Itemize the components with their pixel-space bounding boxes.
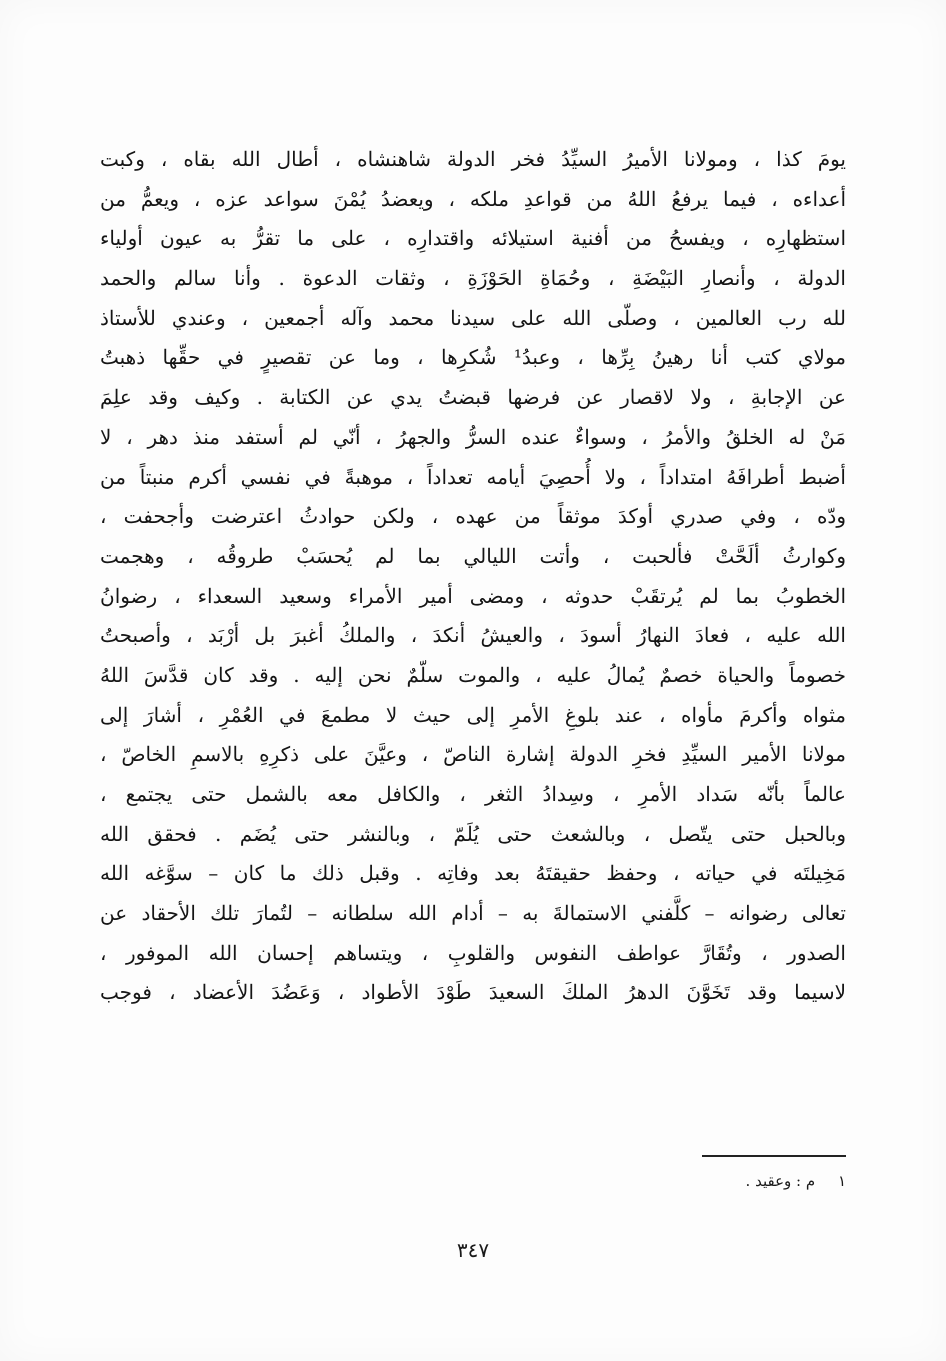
text-line: خصوماً والحياة خصمٌ يُمالُ عليه ، والموت سلّمٌ نحن إليه . وقد كان قدَّسَ اللهُ <box>100 662 846 687</box>
text-line: مولانا الأمير السيِّدِ فخرِ الدولة إشارة الناصّ ، وعيَّنَ على ذكرِهِ بالاسمِ الخاصّ ، <box>100 742 846 767</box>
footnote-separator <box>702 1155 846 1157</box>
text-line: الدولة ، وأنصارِ البَيْضَةِ ، وحُمَاةِ الحَوْزَةِ ، وثقات الدعوة . وأنا سالم والحمد <box>100 266 846 291</box>
text-line: الخطوبُ بما لم يُرتقَبْ حدوثه ، ومضى أمير الأمراء وسعيد السعداء ، رضوانُ <box>100 583 846 608</box>
text-line: أعداءه ، فيما يرفعُ اللهُ من قواعدِ ملكه ، ويعضدُ يُمْنَ سواعد عزه ، ويعمُّ من <box>100 186 846 211</box>
text-line: الله عليه ، فعادَ النهارُ أسودَ ، والعيشُ أنكدَ ، والملكُ أغبرَ بل أرْبَد ، وأصبحتُ <box>100 623 846 648</box>
text-line: استظهارِه ، ويفسحُ من أفنية استيلائه واقتدارِه ، على ما تقرُّ به عيون أولياء <box>100 226 846 251</box>
text-line: مَخِيلتَه في حياته ، وحفظ حقيقتَهُ بعد وفاتِه . وقبل ذلك ما كان – سوَّغه الله <box>100 861 846 886</box>
text-line: لله رب العالمين ، وصلّى الله على سيدنا محمد وآله أجمعين ، وعندي للأستاذ <box>100 305 846 330</box>
body-text <box>100 140 846 1013</box>
footnote <box>746 1172 846 1190</box>
text-line: يومَ كذا ، ومولانا الأميرُ السيِّدُ فخر الدولة شاهنشاه ، أطال الله بقاه ، وكبت <box>100 147 846 171</box>
text-line: الصدور ، وتُقَارَّ عواطف النفوس والقلوبِ ، ويتساهم إحسان الله الموفور ، <box>100 940 846 965</box>
footnote-number: ١ <box>837 1172 846 1190</box>
text-line: وكوارثُ ألَحَّتْ فألحبت ، وأتت الليالي بما لم يُحسَبْ طروقُه ، وهجمت <box>100 543 846 568</box>
text-line: مولاي كتب أنا رهينُ بِرِّها ، وعبدُ¹ شُكرِها ، وما عن تقصيرٍ في حقِّها ذهبتُ <box>100 345 846 370</box>
text-line: عن الإجابةِ ، ولا لاقصار عن فرضها قبضتُ يدي عن الكتابة . وكيف وقد علِمَ <box>100 385 846 410</box>
text-line: عالماً بأنّه سَداد الأمرِ ، وسِدادُ الثغر ، والكافل معه بالشمل حتى يجتمع ، <box>100 782 846 806</box>
page-number: ٣٤٧ <box>456 1238 490 1262</box>
footnote-text: م : وعقيد . <box>745 1172 816 1190</box>
text-line: وبالحبل حتى يتّصل ، وبالشعث حتى يُلَمّ ، وبالنشر حتى يُضَم . فحقق الله <box>100 821 846 846</box>
text-line: مَنْ له الخلقُ والأمرُ ، وسواءٌ عنده السرُّ والجهرُ ، أنّي لم أستفد منذ دهر ، لا <box>100 424 846 449</box>
text-line: تعالى رضوانه – كلَّفني الاستمالةَ به – أدام الله سلطانه – لتُمارَ تلك الأحقاد عن <box>100 901 846 926</box>
text-line: ودّه ، وفي صدري أوكدَ موثقاً من عهده ، ولكن حوادثُ اعترضت وأجحفت ، <box>100 504 846 529</box>
text-line: أضبط أطرافَهُ امتداداً ، ولا أُحصِيَ أيامه تعداداً ، موهبةً في نفسي أكرم منبتاً من <box>100 464 846 489</box>
text-line: لاسيما وقد تَخَوَّنَ الدهرُ الملكَ السعيدَ طَوْدَ الأطواد ، وَعَضُدَ الأعضاد ، فوجب <box>100 980 846 1005</box>
text-line: مثواه وأكرمَ مأواه ، عند بلوغِ الأمرِ إلى حيث لا مطمعَ في العُمْرِ ، أشارَ إلى <box>100 702 846 727</box>
